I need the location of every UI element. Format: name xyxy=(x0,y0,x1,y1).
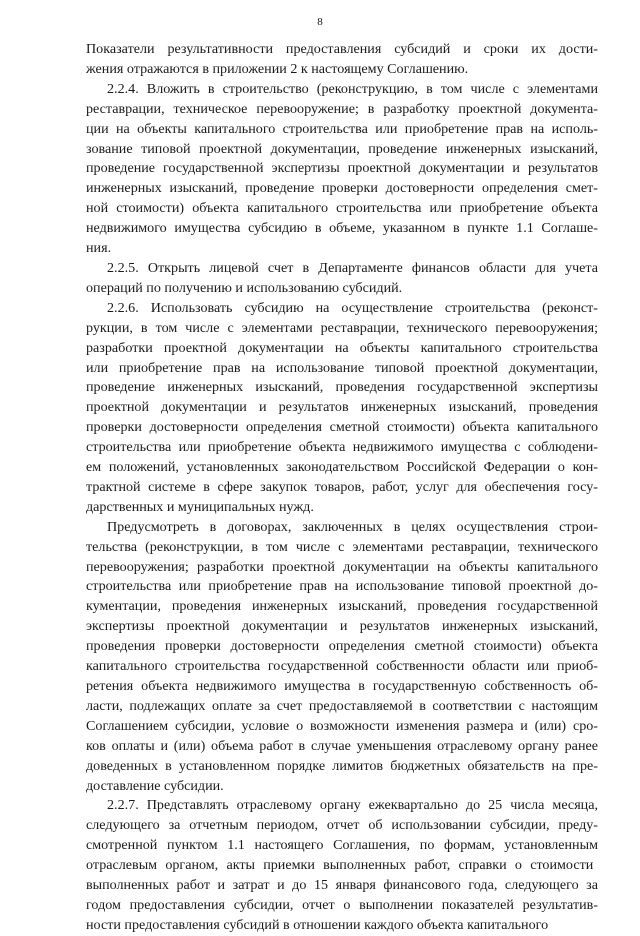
text-line: следующего за отчетным периодом, отчет об использовании субсидии, преду- xyxy=(86,817,598,834)
text-line: отраслевым органом, акты приемки выполненных работ, справки о стоимости xyxy=(86,857,594,874)
text-line: проведение инженерных изысканий, проведения государственной экспертизы xyxy=(86,379,598,396)
text-line: ности предоставления субсидий в отношении каждого объекта капитального xyxy=(86,916,549,933)
text-line: 2.2.4. Вложить в строительство (реконструкцию, в том числе с элементами xyxy=(107,80,598,97)
text-line: экспертизы проектной документации и результатов инженерных изысканий, xyxy=(86,618,598,635)
text-line: перевооружения; разработки проектной документации на объекты капитального xyxy=(86,558,598,575)
text-line: реставрации, техническое перевооружение; в разработку проектной документа- xyxy=(86,100,598,117)
text-line: выполненных работ и затрат и до 15 января финансового года, следующего за xyxy=(86,877,598,894)
text-line: 2.2.7. Представлять отраслевому органу ежеквартально до 25 числа месяца, xyxy=(107,797,598,814)
text-line: ков оплаты и (или) объема работ в случае уменьшения отраслевому органу ранее xyxy=(86,737,598,754)
text-line: дарственных и муниципальных нужд. xyxy=(86,498,314,515)
text-line: операций по получению и использованию субсидий. xyxy=(86,279,403,296)
text-line: Предусмотреть в договорах, заключенных в целях осуществления строи- xyxy=(107,518,598,535)
text-line: капитального строительства государственной собственности области или приоб- xyxy=(86,658,598,675)
text-line: доведенных в установленном порядке лимитов бюджетных обязательств на пре- xyxy=(86,757,598,774)
text-line: жения отражаются в приложении 2 к настоящему Соглашению. xyxy=(86,60,469,77)
text-line: проведение государственной экспертизы проектной документации и результатов xyxy=(86,160,598,177)
text-line: годом предоставления субсидии, отчет о выполнении показателей результатив- xyxy=(86,896,598,913)
text-line: строительства или приобретение прав на использование типовой проектной до- xyxy=(86,578,598,595)
text-line: ния. xyxy=(86,240,112,257)
page-number: 8 xyxy=(317,16,323,28)
text-line: ласти, подлежащих оплате за счет предоставляемой в соответствии с настоящим xyxy=(86,697,598,714)
text-line: ретения объекта недвижимого имущества в государственную собственность об- xyxy=(86,678,598,694)
text-line: Соглашением субсидии, условие о возможности изменения размера и (или) сро- xyxy=(86,717,598,734)
text-line: разработки проектной документации на объекты капитального строительства xyxy=(86,339,598,356)
text-line: зование типовой проектной документации, проведение инженерных изысканий, xyxy=(86,140,598,157)
text-line: ем положений, установленных законодательством Российской Федерации о кон- xyxy=(86,459,598,476)
text-line: рукции, в том числе с элементами реставрации, технического перевооружения; xyxy=(86,319,598,336)
text-line: кументации, проведения инженерных изысканий, проведения государственной xyxy=(86,598,598,615)
text-line: проведения проверки достоверности определения сметной стоимости) объекта xyxy=(86,638,598,655)
text-line: доставление субсидии. xyxy=(86,777,224,794)
text-line: трактной системе в сфере закупок товаров, работ, услуг для обеспечения госу- xyxy=(86,478,598,495)
text-line: проверки достоверности определения сметной стоимости) объекта капитального xyxy=(86,419,598,436)
text-line: Показатели результативности предоставления субсидий и сроки их дости- xyxy=(86,41,598,57)
text-line: 2.2.5. Открыть лицевой счет в Департаменте финансов области для учета xyxy=(107,259,598,276)
text-line: смотренной пунктом 1.1 настоящего Соглашения, по формам, установленным xyxy=(86,837,598,854)
text-line: ной стоимости) объекта капитального строительства или приобретение объекта xyxy=(86,200,598,217)
text-line: или приобретение прав на использование типовой проектной документации, xyxy=(86,359,598,376)
text-line: 2.2.6. Использовать субсидию на осуществление строительства (реконст- xyxy=(107,299,598,316)
document-body xyxy=(86,40,598,936)
text-line: ции на объекты капитального строительства или приобретение прав на исполь- xyxy=(86,120,598,137)
text-line: тельства (реконструкции, в том числе с элементами реставрации, технического xyxy=(86,538,598,555)
text-line: проектной документации и результатов инженерных изысканий, проведения xyxy=(86,399,598,416)
text-line: строительства или приобретение объекта недвижимого имущества с соблюдени- xyxy=(86,439,598,456)
text-line: недвижимого имущества субсидию в объеме, указанном в пункте 1.1 Соглаше- xyxy=(86,220,598,237)
text-line: инженерных изысканий, проведение проверки достоверности определения смет- xyxy=(86,180,598,197)
